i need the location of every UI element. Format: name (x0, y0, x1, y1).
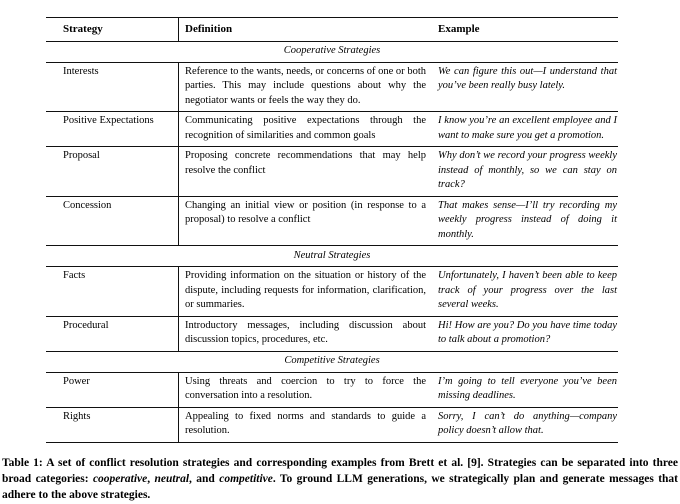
definition-cell: Proposing concrete recommendations that may help resolve the conflict (178, 147, 433, 196)
table-row (46, 266, 618, 316)
section-header: Neutral Strategies (46, 245, 618, 266)
example-cell: We can figure this out—I understand that you’ve been really busy lately. (438, 65, 617, 91)
table-caption (2, 456, 678, 503)
table-row (46, 372, 618, 407)
caption-text: , and (189, 472, 220, 485)
caption-emphasis: competitive (219, 472, 273, 485)
example-cell: Sorry, I can’t do anything—company policy doesn’t allow that. (438, 410, 617, 436)
caption-text: . To ground LLM generations, we strategically plan and generate messages that adhere to the above strategies. (2, 472, 679, 501)
example-cell: I know you’re an excellent employee and I want to make sure you get a promotion. (438, 115, 617, 141)
strategy-cell: Power (63, 375, 90, 387)
strategy-cell: Rights (63, 410, 91, 422)
strategy-cell: Positive Expectations (63, 115, 154, 126)
table-row (46, 62, 618, 112)
definition-cell: Reference to the wants, needs, or concerns of one or both parties. This may include questions about why the negotiator wants or feels the way they do. (178, 63, 433, 112)
definition-cell: Changing an initial view or position (in response to a proposal) to resolve a conflict (178, 197, 433, 246)
example-cell: That makes sense—I’ll try recording my weekly progress instead of doing it monthly. (438, 199, 617, 240)
column-header-strategy: Strategy (63, 23, 103, 35)
table-row (46, 316, 618, 351)
section-header: Cooperative Strategies (46, 41, 618, 62)
strategy-table (46, 17, 618, 443)
example-cell: Hi! How are you? Do you have time today to talk about a promotion? (438, 319, 617, 345)
example-cell: Why don’t we record your progress weekly instead of monthly, so we can stay on track? (438, 150, 617, 190)
caption-emphasis: neutral (154, 472, 190, 485)
section-header: Competitive Strategies (46, 351, 618, 372)
strategy-cell: Interests (63, 65, 99, 77)
table-row (46, 407, 618, 442)
strategy-cell: Concession (63, 199, 112, 211)
table-row (46, 196, 618, 246)
example-cell: Unfortunately, I haven’t been able to keep track of your progress over the last several weeks. (438, 270, 617, 310)
definition-cell: Appealing to fixed norms and standards to guide a resolution. (178, 408, 433, 442)
column-header-example: Example (438, 23, 480, 35)
table-header-row (46, 18, 618, 41)
caption-emphasis: cooperative (92, 472, 148, 485)
caption-text: , (147, 472, 155, 485)
definition-cell: Communicating positive expectations through the recognition of similarities and common goals (178, 112, 433, 146)
definition-cell: Providing information on the situation or history of the dispute, including requests for information, clarification, or summaries. (178, 267, 433, 316)
table-body (46, 41, 618, 442)
strategy-cell: Facts (63, 270, 86, 281)
strategy-cell: Procedural (63, 319, 109, 331)
table-row (46, 146, 618, 196)
strategy-cell: Proposal (63, 150, 100, 161)
definition-cell: Introductory messages, including discussion about discussion topics, procedures, etc. (178, 317, 433, 351)
definition-cell: Using threats and coercion to try to force the conversation into a resolution. (178, 373, 433, 407)
column-header-definition: Definition (178, 18, 433, 41)
caption-text: Table 1: A set of conflict resolution strategies and corresponding examples from Brett et al. [9]. Strategies can be separated into three broad categories: (2, 457, 678, 485)
table-row (46, 111, 618, 146)
example-cell: I’m going to tell everyone you’ve been missing deadlines. (438, 375, 617, 401)
